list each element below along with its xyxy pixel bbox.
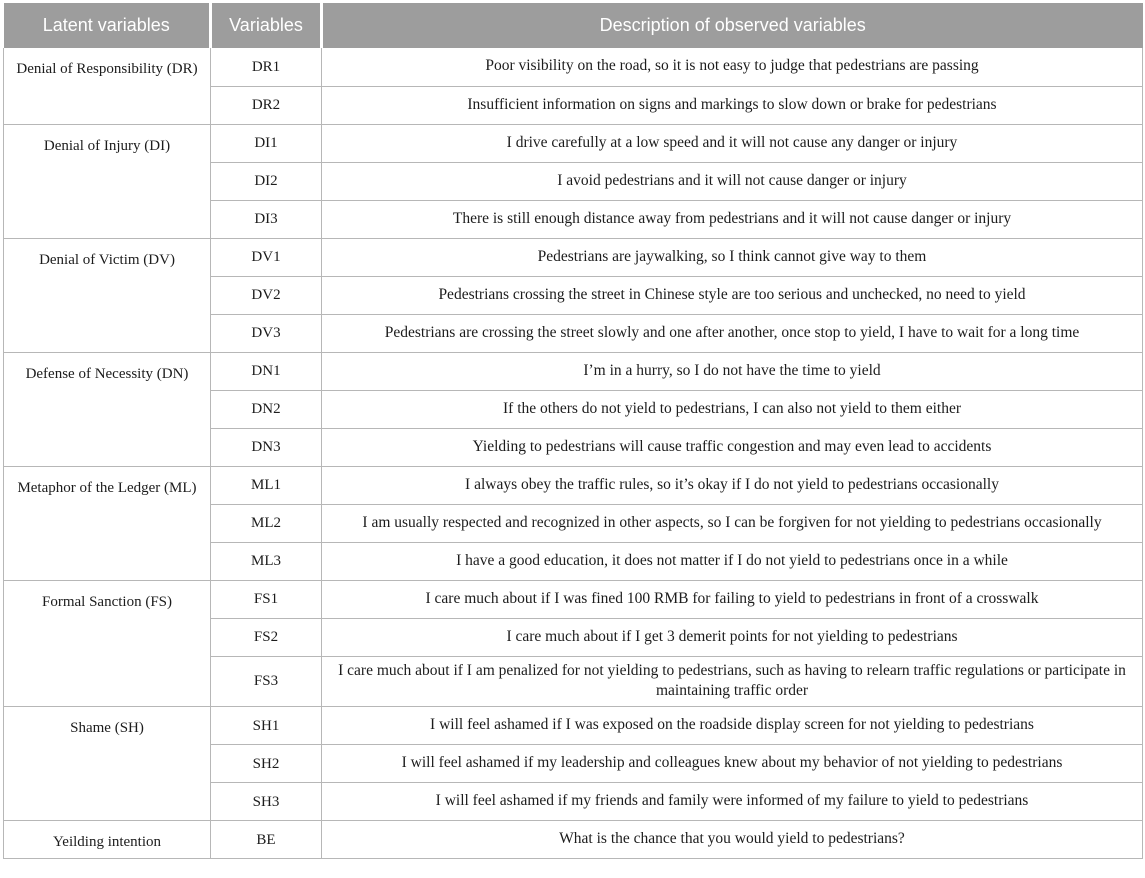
variable-code-cell: DV2	[211, 276, 322, 314]
variable-code-cell: FS3	[211, 656, 322, 707]
variable-code-cell: ML2	[211, 504, 322, 542]
variable-code-cell: FS2	[211, 618, 322, 656]
description-cell: Pedestrians are jaywalking, so I think cannot give way to them	[322, 238, 1143, 276]
variable-code-cell: DR1	[211, 48, 322, 86]
table-row	[4, 48, 1143, 86]
table-row	[4, 707, 1143, 745]
description-cell: I drive carefully at a low speed and it will not cause any danger or injury	[322, 124, 1143, 162]
variable-code-cell: ML1	[211, 466, 322, 504]
latent-variable-cell: Denial of Victim (DV)	[4, 238, 211, 352]
latent-variable-cell: Metaphor of the Ledger (ML)	[4, 466, 211, 580]
table-header	[4, 3, 1143, 48]
description-cell: I care much about if I am penalized for not yielding to pedestrians, such as having to relearn traffic regulations or participate in maintaining traffic order	[322, 656, 1143, 707]
table-row	[4, 352, 1143, 390]
variable-code-cell: DI3	[211, 200, 322, 238]
table-body	[4, 48, 1143, 859]
table-row	[4, 238, 1143, 276]
description-cell: I will feel ashamed if my friends and family were informed of my failure to yield to pedestrians	[322, 783, 1143, 821]
latent-variable-cell: Denial of Responsibility (DR)	[4, 48, 211, 124]
description-cell: I have a good education, it does not matter if I do not yield to pedestrians once in a while	[322, 542, 1143, 580]
header-variables: Variables	[211, 3, 322, 48]
latent-variable-cell: Shame (SH)	[4, 707, 211, 821]
description-cell: Poor visibility on the road, so it is not easy to judge that pedestrians are passing	[322, 48, 1143, 86]
variable-code-cell: DV3	[211, 314, 322, 352]
description-cell: I’m in a hurry, so I do not have the time to yield	[322, 352, 1143, 390]
variable-code-cell: DI2	[211, 162, 322, 200]
header-row	[4, 3, 1143, 48]
variable-code-cell: DN2	[211, 390, 322, 428]
table-row	[4, 466, 1143, 504]
variable-code-cell: FS1	[211, 580, 322, 618]
table-row	[4, 821, 1143, 859]
table-row	[4, 124, 1143, 162]
variable-code-cell: DV1	[211, 238, 322, 276]
variable-code-cell: DI1	[211, 124, 322, 162]
variable-code-cell: BE	[211, 821, 322, 859]
description-cell: Pedestrians are crossing the street slowly and one after another, once stop to yield, I have to wait for a long time	[322, 314, 1143, 352]
description-cell: Pedestrians crossing the street in Chinese style are too serious and unchecked, no need to yield	[322, 276, 1143, 314]
variable-code-cell: SH2	[211, 745, 322, 783]
variable-code-cell: SH1	[211, 707, 322, 745]
description-cell: I avoid pedestrians and it will not cause danger or injury	[322, 162, 1143, 200]
description-cell: Insufficient information on signs and markings to slow down or brake for pedestrians	[322, 86, 1143, 124]
latent-variable-cell: Denial of Injury (DI)	[4, 124, 211, 238]
latent-variable-cell: Formal Sanction (FS)	[4, 580, 211, 707]
variable-code-cell: DN1	[211, 352, 322, 390]
table-row	[4, 580, 1143, 618]
description-cell: I always obey the traffic rules, so it’s okay if I do not yield to pedestrians occasionally	[322, 466, 1143, 504]
description-cell: I will feel ashamed if my leadership and colleagues knew about my behavior of not yielding to pedestrians	[322, 745, 1143, 783]
latent-variable-cell: Defense of Necessity (DN)	[4, 352, 211, 466]
description-cell: I will feel ashamed if I was exposed on the roadside display screen for not yielding to pedestrians	[322, 707, 1143, 745]
description-cell: I care much about if I was fined 100 RMB for failing to yield to pedestrians in front of a crosswalk	[322, 580, 1143, 618]
variable-code-cell: SH3	[211, 783, 322, 821]
description-cell: What is the chance that you would yield to pedestrians?	[322, 821, 1143, 859]
description-cell: I care much about if I get 3 demerit points for not yielding to pedestrians	[322, 618, 1143, 656]
description-cell: Yielding to pedestrians will cause traffic congestion and may even lead to accidents	[322, 428, 1143, 466]
observed-variables-table	[3, 3, 1143, 859]
description-cell: I am usually respected and recognized in other aspects, so I can be forgiven for not yielding to pedestrians occasionally	[322, 504, 1143, 542]
variable-code-cell: DN3	[211, 428, 322, 466]
variable-code-cell: DR2	[211, 86, 322, 124]
header-latent-variables: Latent variables	[4, 3, 211, 48]
variable-code-cell: ML3	[211, 542, 322, 580]
description-cell: If the others do not yield to pedestrians, I can also not yield to them either	[322, 390, 1143, 428]
description-cell: There is still enough distance away from pedestrians and it will not cause danger or injury	[322, 200, 1143, 238]
header-description: Description of observed variables	[322, 3, 1143, 48]
latent-variable-cell: Yeilding intention	[4, 821, 211, 859]
